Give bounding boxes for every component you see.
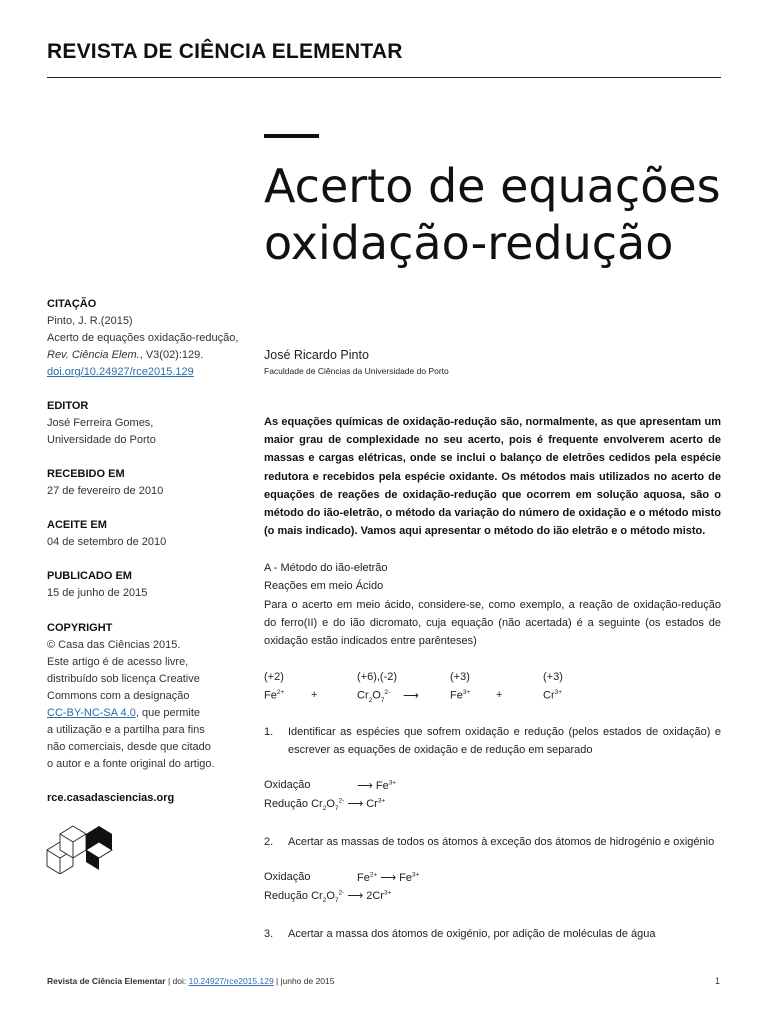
license-link[interactable]: CC-BY-NC-SA 4.0	[47, 707, 136, 719]
copyright-line: distribuído sob licença Creative	[47, 673, 200, 685]
step-text: Acertar a massa dos átomos de oxigénio, por adição de moléculas de água	[288, 928, 656, 940]
citation-line: Pinto, J. R.(2015)	[47, 315, 133, 327]
section-subheading: Reações em meio Ácido	[264, 580, 384, 592]
ox-state-cr2o7: (+6),(-2)	[357, 671, 398, 683]
plus-sign: +	[496, 689, 503, 701]
published-date: 15 de junho de 2015	[47, 587, 148, 599]
copyright-line: Commons com a designação	[47, 690, 190, 702]
step-number: 1.	[264, 726, 274, 738]
step-item	[264, 723, 721, 759]
plus-sign: +	[311, 689, 318, 701]
species-cr3: $Cr^{3+}$	[543, 689, 563, 702]
abstract: As equações químicas de oxidação-redução são, normalmente, as que apresentam um maior grau de complexidade no seu acerto, pois é frequente envolverem acerto de massas e cargas elétricas, onde se inclui o balanço de eletrões cedidos pela espécie redutora e recebidos pela espécie oxidante. Os métodos mais utilizados no acerto de equações de reações de oxidação-redução que ocorrem em solução aquosa, são o método do ião-eletrão, o método da variação do número de oxidação e o método misto (o mais indicado). Vamos aqui apresentar o método do ião eletrão e o método misto.	[264, 416, 721, 538]
footer-sep: | doi:	[165, 976, 189, 986]
species-dichromate: $Cr_2O_7^{2-}$	[357, 689, 391, 704]
oxidation-half: ⟶ $Fe^{3+}$	[357, 779, 397, 792]
reduction-half: Redução $Cr_2O_7^{2-}$ ⟶ $2Cr^{3+}$	[264, 889, 392, 905]
author-affiliation: Faculdade de Ciências da Universidade do Porto	[264, 366, 449, 376]
copyright-line: , que permite	[135, 707, 201, 719]
oxidation-half: $Fe^{2+}$ ⟶ $Fe^{3+}$	[357, 871, 420, 884]
editor-heading: EDITOR	[47, 400, 89, 412]
received-date: 27 de fevereiro de 2010	[47, 485, 164, 497]
reduction-half: Redução $Cr_2O_7^{2-}$ ⟶ $Cr^{3+}$	[264, 797, 386, 813]
copyright-block	[47, 620, 247, 773]
footer-doi-link[interactable]: 10.24927/rce2015.129	[188, 976, 274, 986]
accepted-block	[47, 517, 247, 551]
citation-line: Acerto de equações oxidação-redução,	[47, 332, 239, 344]
citation-doi-link[interactable]: doi.org/10.24927/rce2015.129	[47, 366, 194, 378]
step-number: 3.	[264, 928, 274, 940]
author-name: José Ricardo Pinto	[264, 348, 369, 362]
published-heading: PUBLICADO EM	[47, 570, 132, 582]
copyright-line: o autor e a fonte original do artigo.	[47, 758, 215, 770]
editor-line: José Ferreira Gomes,	[47, 417, 154, 429]
citation-block	[47, 296, 247, 381]
article-title: Acerto de equações oxidação-redução	[264, 159, 721, 270]
journal-header: REVISTA DE CIÊNCIA ELEMENTAR	[47, 40, 403, 63]
step-number: 2.	[264, 836, 274, 848]
editor-block	[47, 398, 247, 449]
ox-state-cr3: (+3)	[543, 671, 563, 683]
step-text: Acertar as massas de todos os átomos à exceção dos átomos de hidrogénio e oxigénio	[288, 836, 715, 848]
step-item	[264, 925, 721, 943]
species-fe2: $Fe^{2+}$	[264, 689, 285, 702]
section-heading: A - Método do ião-eletrão	[264, 562, 388, 574]
accepted-heading: ACEITE EM	[47, 519, 107, 531]
citation-heading: CITAÇÃO	[47, 298, 97, 310]
ox-state-fe3: (+3)	[450, 671, 470, 683]
page-number: 1	[715, 976, 721, 986]
footer-date: | junho de 2015	[273, 976, 335, 986]
oxidation-label: Oxidação	[264, 779, 311, 791]
section-paragraph: Para o acerto em meio ácido, considere-se, como exemplo, a reação de oxidação-redução do ferro(II) e do ião dicromato, cuja equação (não acertada) é a seguinte (os estados de oxidação estão indicados entre parênteses)	[264, 599, 721, 648]
ox-state-fe2: (+2)	[264, 671, 284, 683]
footer	[47, 976, 335, 986]
step-item	[264, 833, 721, 851]
casa-ciencias-logo	[44, 822, 116, 874]
editor-line: Universidade do Porto	[47, 434, 156, 446]
received-heading: RECEBIDO EM	[47, 468, 125, 480]
reaction-arrow: ⟶	[403, 690, 419, 702]
copyright-line: Este artigo é de acesso livre,	[47, 656, 189, 668]
copyright-line: não comerciais, desde que citado	[47, 741, 211, 753]
header-rule	[47, 77, 721, 78]
title-dash	[264, 134, 319, 138]
copyright-line: © Casa das Ciências 2015.	[47, 639, 181, 651]
citation-journal: Rev. Ciência Elem.	[47, 349, 140, 361]
copyright-heading: COPYRIGHT	[47, 622, 113, 634]
copyright-line: a utilização e a partilha para fins	[47, 724, 205, 736]
published-block	[47, 568, 247, 602]
site-url[interactable]: rce.casadasciencias.org	[47, 792, 175, 804]
species-fe3: $Fe^{3+}$	[450, 689, 471, 702]
oxidation-label: Oxidação	[264, 871, 311, 883]
citation-line	[47, 347, 247, 364]
footer-journal: Revista de Ciência Elementar	[47, 976, 166, 986]
step-text: Identificar as espécies que sofrem oxidação e redução (pelos estados de oxidação) e escrever as equações de oxidação e de redução em separado	[288, 726, 721, 757]
accepted-date: 04 de setembro de 2010	[47, 536, 167, 548]
received-block	[47, 466, 247, 500]
citation-volume: , V3(02):129.	[139, 349, 204, 361]
